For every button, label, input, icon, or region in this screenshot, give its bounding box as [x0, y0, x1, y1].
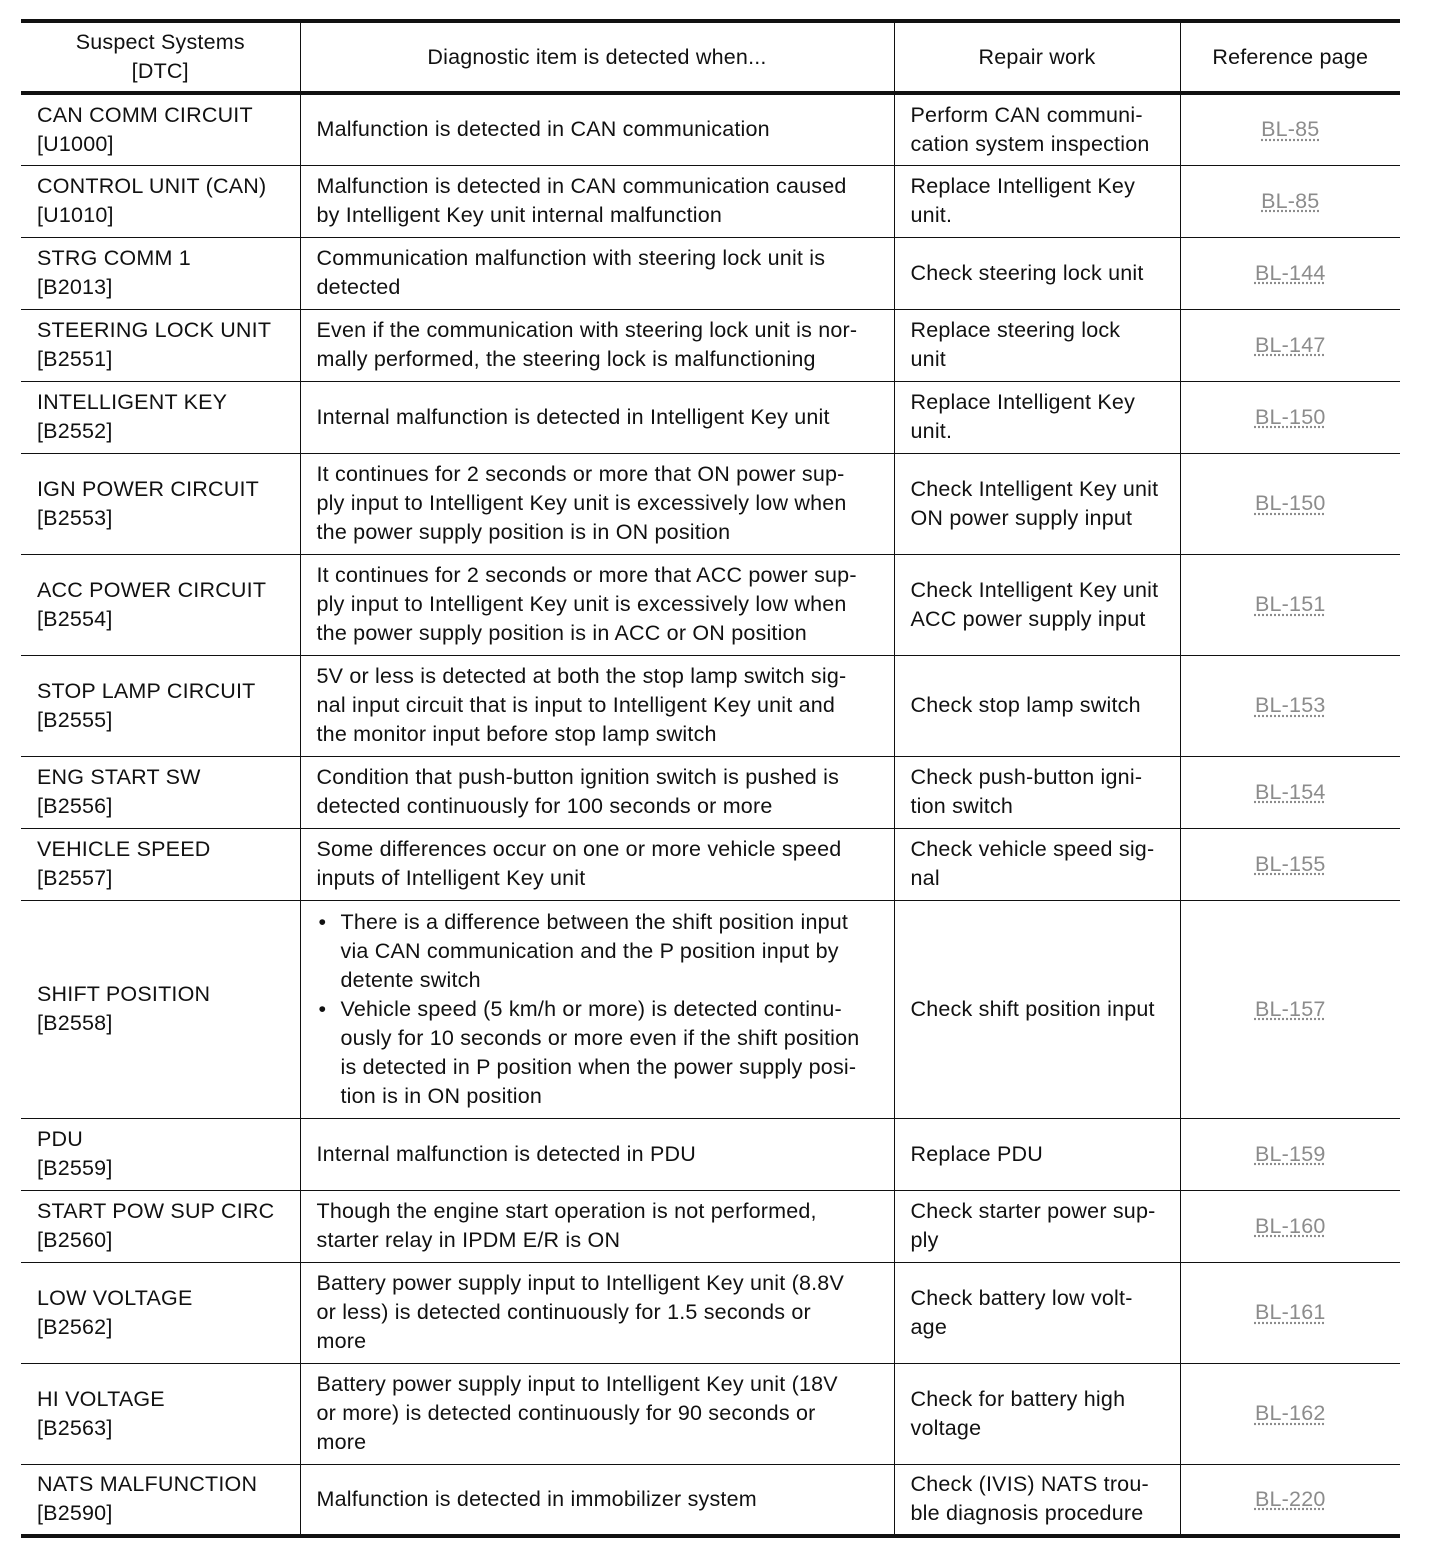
reference-page-cell — [1180, 453, 1400, 554]
text-line: Malfunction is detected in CAN communication caused — [316, 174, 847, 198]
reference-page-link[interactable]: BL-151 — [1254, 592, 1326, 616]
reference-page-link[interactable]: BL-155 — [1254, 851, 1326, 876]
reference-page-cell — [1180, 1118, 1400, 1190]
text-line: more — [316, 1430, 367, 1454]
text-line: ply — [910, 1228, 939, 1252]
diagnostic-item-cell — [300, 900, 894, 1118]
reference-page-cell — [1180, 309, 1400, 381]
dtc-code: [B2551] — [37, 347, 113, 371]
reference-page-link[interactable]: BL-154 — [1254, 779, 1326, 804]
suspect-system-name: STOP LAMP CIRCUIT — [37, 678, 256, 703]
text-line: mally performed, the steering lock is malfunctioning — [316, 347, 816, 371]
text-line: Internal malfunction is detected in PDU — [316, 1141, 696, 1166]
dtc-code: [B2556] — [37, 794, 113, 818]
repair-work-cell — [894, 1118, 1180, 1190]
text-line: It continues for 2 seconds or more that ACC power sup- — [316, 563, 857, 587]
reference-page-link[interactable]: BL-161 — [1254, 1300, 1326, 1324]
text-line: Replace Intelligent Key — [910, 390, 1136, 414]
text-line: Check battery low volt- — [910, 1285, 1133, 1310]
reference-page-cell — [1180, 1363, 1400, 1464]
text-line: the monitor input before stop lamp switch — [316, 722, 717, 746]
repair-work-cell — [894, 1190, 1180, 1262]
dtc-code: [B2553] — [37, 505, 113, 530]
text-line: ply input to Intelligent Key unit is excessively low when — [316, 592, 847, 616]
text-line: cation system inspection — [910, 131, 1150, 156]
dtc-code: [B2560] — [37, 1228, 113, 1252]
text-line: Though the engine start operation is not performed, — [316, 1199, 817, 1223]
dtc-code: [B2555] — [37, 707, 113, 732]
diagnostic-item-cell — [300, 381, 894, 453]
text-line: Communication malfunction with steering lock unit is — [316, 246, 826, 270]
reference-page-link[interactable]: BL-150 — [1254, 491, 1326, 515]
reference-page-link[interactable]: BL-157 — [1254, 996, 1326, 1021]
repair-work-cell — [894, 655, 1180, 756]
text-line: Check (IVIS) NATS trou- — [910, 1472, 1149, 1497]
table-header — [21, 21, 1400, 93]
text-line: nal — [910, 866, 940, 890]
text-line: unit. — [910, 203, 953, 227]
reference-page-cell — [1180, 237, 1400, 309]
suspect-system-name: IGN POWER CIRCUIT — [37, 476, 259, 501]
suspect-system-name: START POW SUP CIRC — [37, 1199, 275, 1223]
suspect-system-cell — [21, 655, 300, 756]
reference-page-link[interactable]: BL-150 — [1254, 404, 1326, 429]
suspect-system-name: ACC POWER CIRCUIT — [37, 577, 267, 602]
suspect-system-name: INTELLIGENT KEY — [37, 390, 228, 414]
table-row — [21, 1464, 1400, 1536]
text-line: ON power supply input — [910, 505, 1133, 530]
reference-page-cell — [1180, 93, 1400, 165]
reference-page-cell — [1180, 1262, 1400, 1363]
diagnostic-item-cell — [300, 554, 894, 655]
text-line: 5V or less is detected at both the stop lamp switch sig- — [316, 664, 847, 688]
diagnostic-item-cell — [300, 93, 894, 165]
suspect-system-name: PDU — [37, 1127, 83, 1151]
diagnostic-item-cell — [300, 828, 894, 900]
dtc-code: [B2562] — [37, 1314, 113, 1339]
diagnostic-item-cell — [300, 309, 894, 381]
text-line: or less) is detected continuously for 1.5 seconds or — [316, 1300, 811, 1324]
reference-page-link[interactable]: BL-85 — [1261, 188, 1320, 213]
text-line: tion is in ON position — [340, 1083, 543, 1108]
text-line: starter relay in IPDM E/R is ON — [316, 1228, 621, 1252]
header-diagnostic-item: Diagnostic item is detected when... — [300, 21, 894, 93]
text-line: Replace steering lock — [910, 318, 1121, 342]
text-line: tion switch — [910, 794, 1014, 818]
suspect-system-cell — [21, 165, 300, 237]
dtc-code: [U1010] — [37, 203, 114, 227]
table-row — [21, 381, 1400, 453]
text-line: ply input to Intelligent Key unit is excessively low when — [316, 491, 847, 515]
text-line: Replace PDU — [910, 1141, 1043, 1166]
text-line: nal input circuit that is input to Intelligent Key unit and — [316, 693, 836, 717]
suspect-system-name: CONTROL UNIT (CAN) — [37, 174, 267, 198]
reference-page-cell — [1180, 381, 1400, 453]
text-line: age — [910, 1314, 947, 1339]
text-line: Malfunction is detected in immobilizer system — [316, 1486, 757, 1511]
repair-work-cell — [894, 900, 1180, 1118]
diagnostic-item-cell — [300, 1118, 894, 1190]
text-line: Even if the communication with steering lock unit is nor- — [316, 318, 858, 342]
reference-page-link[interactable]: BL-159 — [1254, 1141, 1326, 1166]
suspect-system-cell — [21, 1190, 300, 1262]
text-line: is detected in P position when the power supply posi- — [340, 1054, 857, 1079]
repair-work-cell — [894, 309, 1180, 381]
text-line: ACC power supply input — [910, 606, 1146, 631]
suspect-system-cell — [21, 1464, 300, 1536]
text-line: Check shift position input — [910, 996, 1155, 1021]
suspect-system-name: VEHICLE SPEED — [37, 837, 211, 861]
diagnostic-item-cell — [300, 1464, 894, 1536]
text-line: • There is a difference between the shift position input — [340, 909, 849, 934]
suspect-system-cell — [21, 93, 300, 165]
text-line: Internal malfunction is detected in Intelligent Key unit — [316, 404, 830, 429]
reference-page-link[interactable]: BL-153 — [1254, 693, 1326, 717]
reference-page-cell — [1180, 828, 1400, 900]
header-dtc-label: [DTC] — [131, 59, 189, 83]
dtc-code: [B2013] — [37, 275, 113, 299]
table-row — [21, 165, 1400, 237]
text-line: Check steering lock unit — [910, 260, 1144, 285]
reference-page-link[interactable]: BL-147 — [1254, 332, 1326, 357]
header-repair-work: Repair work — [894, 21, 1180, 93]
text-line: Perform CAN communi- — [910, 102, 1143, 127]
diagnostic-item-cell — [300, 655, 894, 756]
suspect-system-cell — [21, 453, 300, 554]
suspect-system-cell — [21, 756, 300, 828]
suspect-system-name: ENG START SW — [37, 765, 201, 789]
repair-work-cell — [894, 756, 1180, 828]
table-row — [21, 1363, 1400, 1464]
text-line: inputs of Intelligent Key unit — [316, 866, 586, 890]
suspect-system-cell — [21, 237, 300, 309]
reference-page-cell — [1180, 554, 1400, 655]
text-line: Condition that push-button ignition switch is pushed is — [316, 765, 840, 789]
text-line: unit. — [910, 419, 953, 443]
text-line: Check Intelligent Key unit — [910, 577, 1159, 602]
table-row — [21, 655, 1400, 756]
table-row — [21, 554, 1400, 655]
reference-page-link[interactable]: BL-85 — [1261, 117, 1320, 142]
table-row — [21, 1190, 1400, 1262]
text-line: voltage — [910, 1415, 982, 1440]
diagnostic-item-cell — [300, 165, 894, 237]
table-row — [21, 828, 1400, 900]
text-line: It continues for 2 seconds or more that ON power sup- — [316, 462, 845, 486]
header-row — [21, 21, 1400, 93]
dtc-code: [B2554] — [37, 606, 113, 631]
text-line: more — [316, 1329, 367, 1353]
suspect-system-name: STRG COMM 1 — [37, 246, 191, 270]
table-row — [21, 900, 1400, 1118]
text-line: detected — [316, 275, 401, 299]
diagnostic-bullet-list — [317, 908, 886, 1111]
table-body — [21, 93, 1400, 1536]
suspect-system-name: NATS MALFUNCTION — [37, 1472, 258, 1497]
suspect-system-name: SHIFT POSITION — [37, 982, 211, 1006]
text-line: by Intelligent Key unit internal malfunction — [316, 203, 723, 227]
dtc-code: [B2552] — [37, 419, 113, 443]
dtc-code: [B2557] — [37, 866, 113, 890]
dtc-code: [U1000] — [37, 131, 114, 156]
suspect-system-cell — [21, 1262, 300, 1363]
repair-work-cell — [894, 1262, 1180, 1363]
text-line: or more) is detected continuously for 90 seconds or — [316, 1401, 816, 1425]
repair-work-cell — [894, 1363, 1180, 1464]
table-row — [21, 756, 1400, 828]
table-row — [21, 93, 1400, 165]
text-line: Check Intelligent Key unit — [910, 476, 1159, 501]
repair-work-cell — [894, 237, 1180, 309]
suspect-system-cell — [21, 1363, 300, 1464]
diagnostic-bullet-item — [341, 908, 886, 995]
repair-work-cell — [894, 165, 1180, 237]
repair-work-cell — [894, 828, 1180, 900]
text-line: unit — [910, 347, 946, 371]
dtc-table — [21, 19, 1400, 1538]
table-row — [21, 453, 1400, 554]
table-row — [21, 309, 1400, 381]
suspect-system-cell — [21, 828, 300, 900]
dtc-code: [B2559] — [37, 1156, 113, 1180]
table-row — [21, 1262, 1400, 1363]
text-line: via CAN communication and the P position input by — [340, 938, 839, 963]
text-line: Check vehicle speed sig- — [910, 837, 1155, 861]
suspect-system-cell — [21, 1118, 300, 1190]
suspect-system-name: HI VOLTAGE — [37, 1386, 165, 1411]
diagnostic-item-cell — [300, 1262, 894, 1363]
header-suspect-systems — [21, 21, 300, 93]
repair-work-cell — [894, 453, 1180, 554]
diagnostic-item-cell — [300, 237, 894, 309]
reference-page-cell — [1180, 900, 1400, 1118]
suspect-system-cell — [21, 900, 300, 1118]
table-row — [21, 237, 1400, 309]
suspect-system-name: LOW VOLTAGE — [37, 1285, 193, 1310]
text-line: Check for battery high — [910, 1386, 1126, 1411]
reference-page-link[interactable]: BL-160 — [1254, 1213, 1326, 1238]
diagnostic-item-cell — [300, 453, 894, 554]
text-line: detected continuously for 100 seconds or more — [316, 794, 773, 818]
header-system-label: Suspect Systems — [75, 30, 245, 54]
reference-page-link[interactable]: BL-220 — [1254, 1486, 1326, 1511]
suspect-system-cell — [21, 554, 300, 655]
text-line: Check starter power sup- — [910, 1199, 1156, 1223]
header-reference-page: Reference page — [1180, 21, 1400, 93]
text-line: Battery power supply input to Intelligent Key unit (8.8V — [316, 1271, 844, 1295]
text-line: ble diagnosis procedure — [910, 1501, 1144, 1526]
table-row — [21, 1118, 1400, 1190]
reference-page-link[interactable]: BL-144 — [1254, 260, 1326, 285]
suspect-system-cell — [21, 309, 300, 381]
text-line: • Vehicle speed (5 km/h or more) is detected continu- — [340, 996, 842, 1021]
reference-page-cell — [1180, 1190, 1400, 1262]
reference-page-cell — [1180, 655, 1400, 756]
diagnostic-item-cell — [300, 1363, 894, 1464]
text-line: Battery power supply input to Intelligent Key unit (18V — [316, 1372, 838, 1396]
diagnostic-bullet-item — [341, 995, 886, 1111]
text-line: ously for 10 seconds or more even if the shift position — [340, 1025, 860, 1050]
diagnostic-item-cell — [300, 756, 894, 828]
text-line: Replace Intelligent Key — [910, 174, 1136, 198]
text-line: detente switch — [340, 967, 481, 992]
text-line: the power supply position is in ON position — [316, 520, 731, 544]
text-line: Malfunction is detected in CAN communication — [316, 117, 770, 142]
repair-work-cell — [894, 381, 1180, 453]
suspect-system-name: CAN COMM CIRCUIT — [37, 102, 253, 127]
reference-page-cell — [1180, 165, 1400, 237]
dtc-code: [B2563] — [37, 1415, 113, 1440]
text-line: the power supply position is in ACC or ON position — [316, 621, 807, 645]
reference-page-cell — [1180, 1464, 1400, 1536]
dtc-code: [B2590] — [37, 1501, 113, 1526]
suspect-system-cell — [21, 381, 300, 453]
text-line: Some differences occur on one or more vehicle speed — [316, 837, 842, 861]
repair-work-cell — [894, 1464, 1180, 1536]
diagnostic-item-cell — [300, 1190, 894, 1262]
reference-page-link[interactable]: BL-162 — [1254, 1401, 1326, 1425]
repair-work-cell — [894, 554, 1180, 655]
text-line: Check push-button igni- — [910, 765, 1143, 789]
repair-work-cell — [894, 93, 1180, 165]
reference-page-cell — [1180, 756, 1400, 828]
suspect-system-name: STEERING LOCK UNIT — [37, 318, 272, 342]
text-line: Check stop lamp switch — [910, 693, 1141, 717]
dtc-code: [B2558] — [37, 1011, 113, 1035]
